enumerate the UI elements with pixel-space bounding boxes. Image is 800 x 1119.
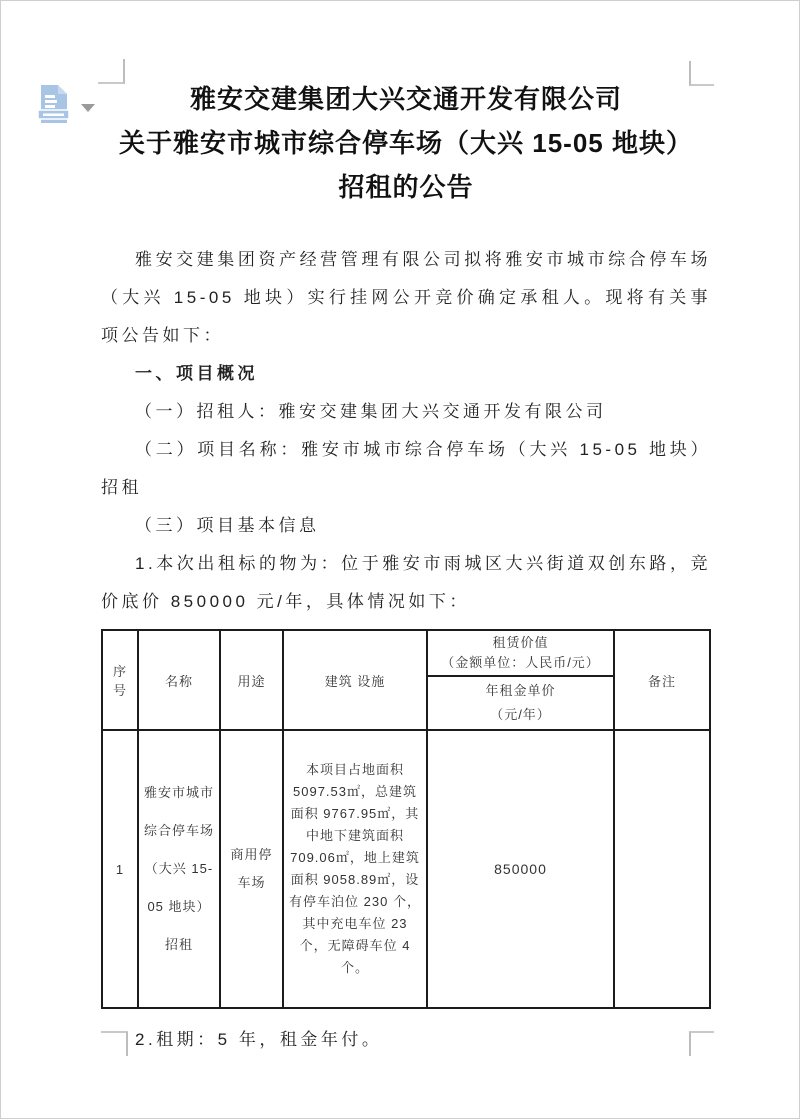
title-line-3: 招租的公告 <box>338 172 474 202</box>
document-content <box>101 77 711 1059</box>
cell-remark <box>614 730 710 1008</box>
item-subject-description: 1.本次出租标的物为：位于雅安市雨城区大兴街道双创东路，竞价底价 850000 元/年，具体情况如下： <box>101 554 711 611</box>
paste-options-icon <box>37 84 71 124</box>
closing-paragraph: 2.租期：5 年，租金年付。 <box>135 1030 383 1049</box>
header-facilities: 建筑 设施 <box>283 630 427 730</box>
header-seq: 序号 <box>102 630 138 730</box>
header-usage: 用途 <box>220 630 283 730</box>
title-line-1: 雅安交建集团大兴交通开发有限公司 <box>189 84 622 114</box>
cell-usage: 商用停车场 <box>220 730 283 1008</box>
cell-seq: 1 <box>102 730 138 1008</box>
cell-name: 雅安市城市综合停车场（大兴 15-05 地块）招租 <box>138 730 220 1008</box>
item-project-name: （二）项目名称：雅安市城市综合停车场（大兴 15-05 地块）招租 <box>101 440 711 497</box>
table-header-row-1 <box>102 630 710 676</box>
intro-paragraph: 雅安交建集团资产经营管理有限公司拟将雅安市城市综合停车场（大兴 15-05 地块）实行挂网公开竞价确定承租人。现将有关事项公告如下： <box>101 250 711 345</box>
header-lease-value <box>427 630 614 676</box>
paste-options-button[interactable] <box>37 83 103 125</box>
header-annual-rent-unit <box>427 676 614 730</box>
header-name: 名称 <box>138 630 220 730</box>
title-line-2: 关于雅安市城市综合停车场（大兴 15-05 地块） <box>119 128 693 158</box>
document-title <box>101 77 711 209</box>
chevron-down-icon[interactable] <box>81 104 95 112</box>
header-annual-rent-line1: 年租金单价 <box>485 683 556 698</box>
item-lessor: （一）招租人：雅安交建集团大兴交通开发有限公司 <box>135 402 607 421</box>
header-annual-rent-line2: （元/年） <box>490 707 551 722</box>
header-remark: 备注 <box>614 630 710 730</box>
section-heading: 一、项目概况 <box>135 364 258 383</box>
header-lease-value-title: 租赁价值 <box>492 635 549 650</box>
item-basic-info: （三）项目基本信息 <box>135 516 320 535</box>
header-lease-value-subtitle: （金额单位：人民币/元） <box>441 655 600 670</box>
cell-facilities: 本项目占地面积 5097.53㎡，总建筑面积 9767.95㎡，其中地下建筑面积 709.06㎡，地上建筑面积 9058.89㎡，设有停车泊位 230 个，其中充电车位 23 个，无障碍车位 4 个。 <box>283 730 427 1008</box>
project-info-table <box>101 629 711 1009</box>
cell-price: 850000 <box>427 730 614 1008</box>
table-row <box>102 730 710 1008</box>
